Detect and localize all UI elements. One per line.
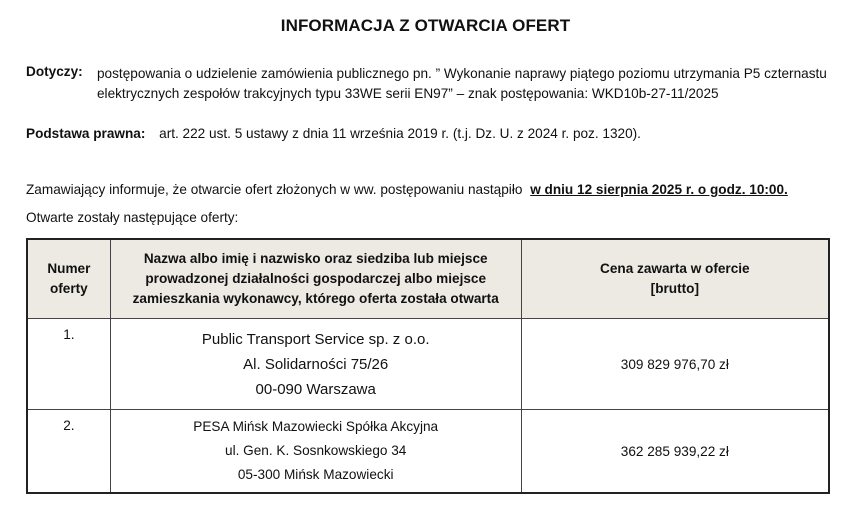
header-price-line-2: [brutto] <box>650 281 699 296</box>
header-price-line-1: Cena zawarta w ofercie <box>600 261 750 276</box>
podstawa-prawna <box>26 124 641 144</box>
table-header-row <box>27 239 829 319</box>
document-title: INFORMACJA Z OTWARCIA OFERT <box>280 16 571 35</box>
dotyczy-label: Dotyczy: <box>26 64 83 79</box>
podstawa-text: art. 222 ust. 5 ustawy z dnia 11 września 2019 r. (t.j. Dz. U. z 2024 r. poz. 1320). <box>159 126 641 141</box>
offers-table <box>26 238 830 494</box>
header-name-line-2: prowadzonej działalności gospodarczej albo miejsce <box>145 271 487 286</box>
table-row <box>27 410 829 494</box>
contractor-cell <box>110 319 521 410</box>
dotyczy-line-2: elektrycznych zespołów trakcyjnych typu 33WE serii EN97” – znak postępowania: WKD10b-27-11/2025 <box>97 86 719 101</box>
header-num-line-1: Numer <box>47 261 91 276</box>
contractor-city: 00-090 Warszawa <box>255 380 376 398</box>
header-offer-number <box>27 239 110 319</box>
table-row <box>27 319 829 410</box>
contractor-city: 05-300 Mińsk Mazowiecki <box>237 467 394 482</box>
offer-price: 362 285 939,22 zł <box>521 410 829 494</box>
dotyczy-text <box>97 64 837 104</box>
opening-date: w dniu 12 sierpnia 2025 r. o godz. 10:00. <box>530 182 788 197</box>
header-price <box>521 239 829 319</box>
offer-number: 1. <box>27 319 110 410</box>
contractor-street: Al. Solidarności 75/26 <box>243 355 389 373</box>
offer-number: 2. <box>27 410 110 494</box>
contractor-name: PESA Mińsk Mazowiecki Spółka Akcyjna <box>193 419 439 434</box>
contractor-name: Public Transport Service sp. z o.o. <box>201 330 430 348</box>
podstawa-label: Podstawa prawna: <box>26 126 146 141</box>
contractor-street: ul. Gen. K. Sosnkowskiego 34 <box>225 443 407 458</box>
opening-info <box>26 180 788 200</box>
header-contractor-name <box>110 239 521 319</box>
header-name-line-3: zamieszkania wykonawcy, którego oferta została otwarta <box>132 291 499 306</box>
header-num-line-2: oferty <box>49 281 88 296</box>
header-name-line-1: Nazwa albo imię i nazwisko oraz siedziba lub miejsce <box>143 251 488 266</box>
dotyczy-line-1: postępowania o udzielenie zamówienia publicznego pn. ” Wykonanie naprawy piątego poziomu utrzymania P5 czternastu <box>97 66 827 81</box>
opening-info-text: Zamawiający informuje, że otwarcie ofert złożonych w ww. postępowaniu nastąpiło <box>26 182 523 197</box>
contractor-cell <box>110 410 521 494</box>
offer-price: 309 829 976,70 zł <box>521 319 829 410</box>
offers-intro: Otwarte zostały następujące oferty: <box>26 210 239 225</box>
